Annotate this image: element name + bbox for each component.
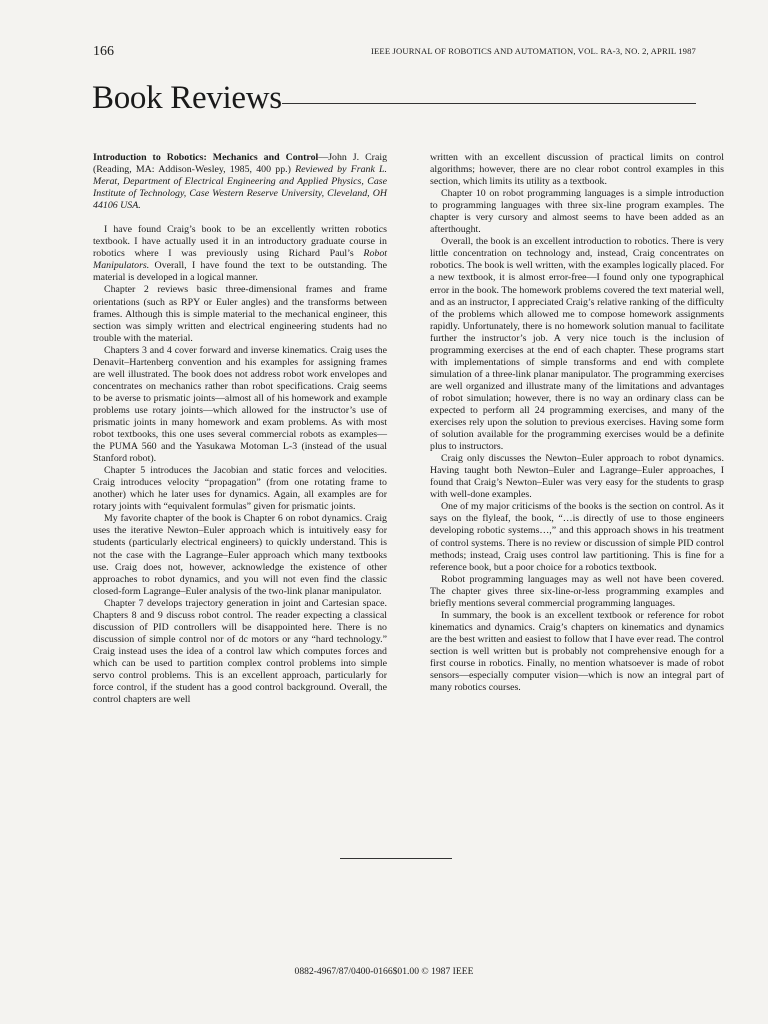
paragraph: Robot programming languages may as well not have been covered. The chapter gives three six-line-or-less programming examples and briefly mentions several commercial programming languages. (430, 573, 724, 609)
paragraph-text: I have found Craig’s book to be an excellently written robotics textbook. I have actually used it in an introductory graduate course in robotics where I was previously using Richard Paul’s (93, 224, 387, 260)
paragraph (93, 224, 387, 284)
left-column (93, 152, 387, 706)
review-citation (93, 152, 387, 212)
footer-rule (340, 858, 452, 859)
book-author-publisher: —John J. Craig (Reading, MA: Addison-Wesley, 1985, 400 pp.) (93, 152, 388, 176)
paragraph: Chapters 3 and 4 cover forward and inverse kinematics. Craig uses the Denavit–Hartenberg convention and his examples for assigning frames are well illustrated. The book does not address robot work envelopes and concentrates on mechanics rather than robot specifications. Craig seems to be averse to prismatic joints—almost all of his homework and example problems use rotary joints—which allowed for the instructor’s use of prismatic joints in many homework and exam problems. As with most robot textbooks, this one uses several commercial robots as examples—the PUMA 560 and the Yasukawa Motoman L-3 (instead of the usual Stanford robot). (93, 344, 387, 465)
paragraph: My favorite chapter of the book is Chapter 6 on robot dynamics. Craig uses the iterative Newton–Euler approach which is intuitively easy for students (particularly electrical engineers) to quickly understand. This is not the case with the Lagrange–Euler approach which many textbooks use. Craig does not, however, acknowledge the existence of other approaches to robot dynamics, and you will not even find the classic closed-form Lagrange–Euler analysis of the two-link planar manipulator. (93, 513, 387, 597)
section-title: Book Reviews (92, 80, 282, 116)
paragraph: In summary, the book is an excellent textbook or reference for robot kinematics and dynamics. Craig’s chapters on kinematics and dynamics are the best written and easiest to follow that I have ever read. The control section is well written but is probably not comprehensive enough for a first course in robotics. Finally, no mention whatsoever is made of robot sensors—especially computer vision—which is now an integral part of many robotics courses. (430, 609, 724, 694)
footer-code: 0882-4967/87/0400-0166$01.00 © 1987 IEEE (294, 966, 474, 977)
book-title: Introduction to Robotics: Mechanics and Control (93, 152, 319, 163)
paragraph: Chapter 5 introduces the Jacobian and static forces and velocities. Craig introduces velocity “propagation” (from one rotating frame to another) which he later uses for dynamics. Again, all examples are for rotary joints with “equivalent formulas” given for prismatic joints. (93, 465, 387, 513)
cited-book-title: Robot Manipulators. (93, 248, 387, 272)
paragraph-text: Overall, I have found the text to be outstanding. The material is developed in a logical manner. (93, 260, 387, 284)
page-number: 166 (93, 44, 114, 59)
paragraph: Chapter 10 on robot programming languages is a simple introduction to programming languages with three six-line program examples. The chapter is very cursory and almost seems to have been added as an afterthought. (430, 188, 724, 236)
right-column (430, 152, 724, 694)
reviewer-credit: Reviewed by Frank L. Merat, Department of Electrical Engineering and Applied Physics, Case Institute of Technology, Case Western Reserve University, Cleveland, OH 44106 USA. (93, 164, 388, 212)
journal-header: IEEE JOURNAL OF ROBOTICS AND AUTOMATION, VOL. RA-3, NO. 2, APRIL 1987 (371, 46, 696, 56)
paragraph: One of my major criticisms of the books is the section on control. As it says on the flyleaf, the book, “…is directly of use to those engineers developing robotic systems…,” and this approach shows in his treatment of control systems. There is no review or discussion of simple PID control methods; instead, Craig uses control law partitioning. This is fine for a reference book, but a poor choice for a robotics textbook. (430, 501, 724, 573)
paragraph-continued: written with an excellent discussion of practical limits on control algorithms; however, there are no clear robot control examples in this section, which limits its utility as a textbook. (430, 152, 724, 188)
paragraph: Chapter 2 reviews basic three-dimensional frames and frame orientations (such as RPY or Euler angles) and the transforms between frames. Although this is simple material to the mechanical engineer, this section was simply written and electrical engineering students had no trouble with the material. (93, 284, 387, 344)
heading-rule (282, 103, 696, 104)
paragraph: Overall, the book is an excellent introduction to robotics. There is very little concentration on technology and, instead, Craig concentrates on robotics. The book is well written, with the examples logically placed. For a new textbook, it is almost error-free—I found only one typographical error in the book. The homework problems covered the text material well, and as an instructor, I appreciated Craig’s relative ranking of the difficulty of the problems which allowed me to compose homework assignments rapidly. Unfortunately, there is no homework solution manual to facilitate further the instructor’s job. A very nice touch is the inclusion of programming exercises at the end of each chapter. These programs start with implementations of simple transforms and end with complete simulation of a three-link planar manipulator. The programming exercises are well organized and illustrate many of the limitations and advantages of robot simulation; however, there is no way an ordinary class can be expected to perform all 24 programming exercises, and many of the exercises rely upon the solution to previous exercises. Having some form of solution available for the programming exercises would be a definite plus to instructors. (430, 236, 724, 453)
paragraph: Craig only discusses the Newton–Euler approach to robot dynamics. Having taught both Newton–Euler and Lagrange–Euler approaches, I found that Craig’s Newton–Euler was very easy for the students to grasp with well-done examples. (430, 453, 724, 501)
paragraph: Chapter 7 develops trajectory generation in joint and Cartesian space. Chapters 8 and 9 discuss robot control. The reader expecting a classical discussion of PID controllers will be disappointed here. There is no discussion of simple control nor of dc motors or any “hard technology.” Craig instead uses the idea of a control law which computes forces and which can be used to partition complex control problems into simple servo control problems. This is an excellent approach, particularly for force control, if the student has a good control background. Overall, the control chapters are well (93, 597, 387, 706)
